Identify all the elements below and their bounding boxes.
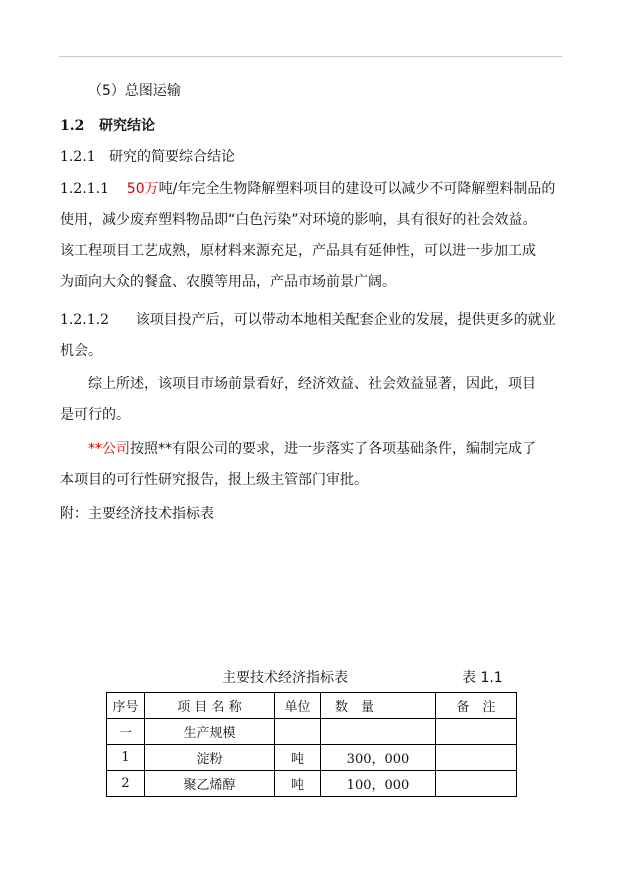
heading-title: 研究结论 [98, 118, 155, 134]
table-cell: 生产规模 [145, 719, 275, 745]
para-1212-text1: 该项目投产后，可以带动本地相关配套企业的发展，提供更多的就业 [135, 312, 556, 328]
table-caption: 主要技术经济指标表 [222, 670, 348, 686]
table-cell [436, 719, 517, 745]
para-1212-number: 1.2.1.2 [60, 312, 109, 328]
table-cell: 淀粉 [145, 745, 275, 771]
para-1212-line1 [60, 311, 556, 329]
para-1211-number: 1.2.1.1 [60, 181, 109, 197]
capacity-highlight: 50万 [126, 181, 159, 197]
table-cell [275, 719, 321, 745]
table-cell [436, 771, 517, 797]
header-cell: 单位 [275, 693, 321, 719]
table-row [107, 771, 517, 797]
company-highlight: **公司 [88, 441, 130, 457]
table-header-row [107, 693, 517, 719]
subheading-title: 研究的简要综合结论 [108, 149, 235, 165]
subheading-1-2-1 [60, 148, 235, 166]
indicator-table [106, 692, 517, 797]
para-1211-line3: 该工程项目工艺成熟，原材料来源充足，产品具有延伸性，可以进一步加工成 [60, 243, 536, 259]
table-row [107, 719, 517, 745]
table-cell: 1 [107, 745, 145, 771]
header-cell: 项 目 名 称 [145, 693, 275, 719]
header-cell: 序号 [107, 693, 145, 719]
table-cell: 聚乙烯醇 [145, 771, 275, 797]
subheading-number: 1.2.1 [60, 149, 96, 165]
section-5-title: （5）总图运输 [88, 83, 181, 99]
company-line1 [88, 440, 536, 458]
table-cell: 吨 [275, 745, 321, 771]
table-cell: 吨 [275, 771, 321, 797]
summary-line1: 综上所述，该项目市场前景看好，经济效益、社会效益显著，因此，项目 [88, 376, 536, 392]
company-line2: 本项目的可行性研究报告，报上级主管部门审批。 [60, 472, 368, 488]
para-1212-line2: 机会。 [60, 343, 102, 359]
table-row [107, 745, 517, 771]
heading-number: 1.2 [60, 118, 85, 134]
table-cell: 2 [107, 771, 145, 797]
heading-1-2 [60, 117, 155, 135]
para-1211-line1 [60, 180, 555, 198]
header-cell: 数 量 [321, 693, 436, 719]
company-text1: 按照**有限公司的要求，进一步落实了各项基础条件，编制完成了 [130, 441, 536, 457]
para-1211-text1: 吨/年完全生物降解塑料项目的建设可以减少不可降解塑料制品的 [158, 181, 556, 197]
table-label: 表 1.1 [462, 670, 503, 686]
para-1211-line2: 使用，减少废弃塑料物品即“白色污染”对环境的影响，具有很好的社会效益。 [60, 212, 537, 228]
table-cell [321, 719, 436, 745]
appendix-note: 附：主要经济技术指标表 [60, 506, 214, 522]
table-cell: 100，000 [321, 771, 436, 797]
summary-line2: 是可行的。 [60, 407, 130, 423]
header-rule [59, 56, 562, 57]
para-1211-line4: 为面向大众的餐盒、农膜等用品，产品市场前景广阔。 [60, 274, 396, 290]
header-cell: 备 注 [436, 693, 517, 719]
table-cell [436, 745, 517, 771]
table-cell: 300，000 [321, 745, 436, 771]
table-cell: 一 [107, 719, 145, 745]
